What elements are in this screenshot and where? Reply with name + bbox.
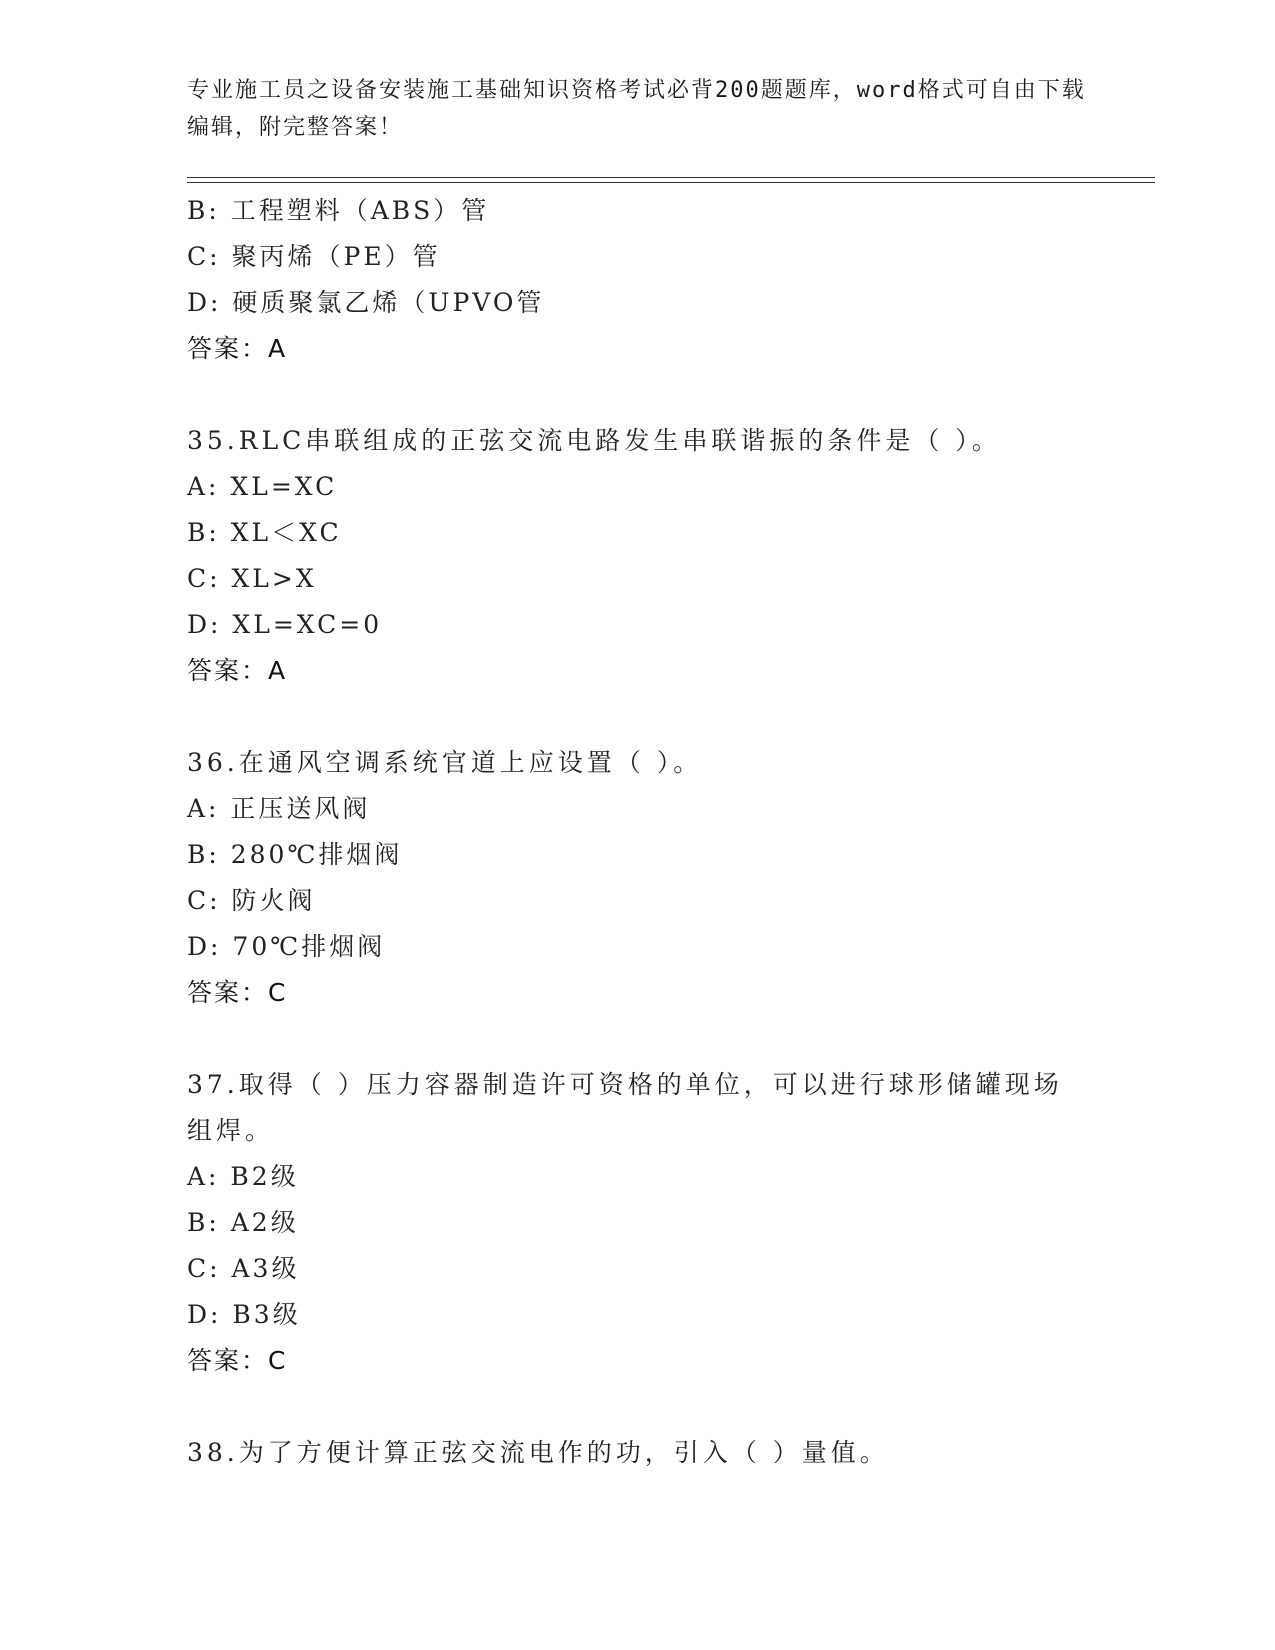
answer-line: 答案：C [187,1346,288,1375]
option-a: A: XL=XC [187,472,338,501]
answer-line: 答案：A [187,656,288,685]
spacer [187,372,1087,418]
question-stem: 36.在通风空调系统官道上应设置（ ）。 [187,748,703,777]
answer-line: 答案：C [187,978,288,1007]
option-c: C: A3级 [187,1254,300,1283]
spacer [187,1016,1087,1062]
question-stem: 37.取得（ ）压力容器制造许可资格的单位，可以进行球形储罐现场组焊。 [187,1070,1063,1145]
option-b: B: A2级 [187,1208,299,1237]
option-d: D: 硬质聚氯乙烯（UPVO管 [187,288,545,317]
header-divider-top [187,177,1155,178]
option-c: C: XL>X [187,564,317,593]
option-c: C: 防火阀 [187,886,316,915]
question-38 [187,1430,1087,1476]
question-37 [187,1062,1087,1384]
spacer [187,694,1087,740]
option-b: B: 工程塑料（ABS）管 [187,196,490,225]
document-title: 专业施工员之设备安装施工基础知识资格考试必背200题题库，word格式可自由下载编辑，附完整答案！ [187,78,1086,140]
header-divider-bottom [187,182,1155,183]
option-c: C: 聚丙烯（PE）管 [187,242,441,271]
question-35 [187,418,1087,694]
question-stem: 35.RLC串联组成的正弦交流电路发生串联谐振的条件是（ ）。 [187,426,1001,455]
option-d: D: 70℃排烟阀 [187,932,386,961]
question-36 [187,740,1087,1016]
option-d: D: XL=XC=0 [187,610,383,639]
answer-line: 答案：A [187,334,288,363]
spacer [187,1384,1087,1430]
option-d: D: B3级 [187,1300,301,1329]
option-a: A: 正压送风阀 [187,794,371,823]
question-partial [187,188,1087,372]
option-a: A: B2级 [187,1162,299,1191]
option-b: B: 280℃排烟阀 [187,840,403,869]
document-header [187,72,1087,146]
question-stem: 38.为了方便计算正弦交流电作的功，引入（ ）量值。 [187,1438,889,1467]
question-list [187,188,1087,1476]
option-b: B: XL＜XC [187,518,342,547]
